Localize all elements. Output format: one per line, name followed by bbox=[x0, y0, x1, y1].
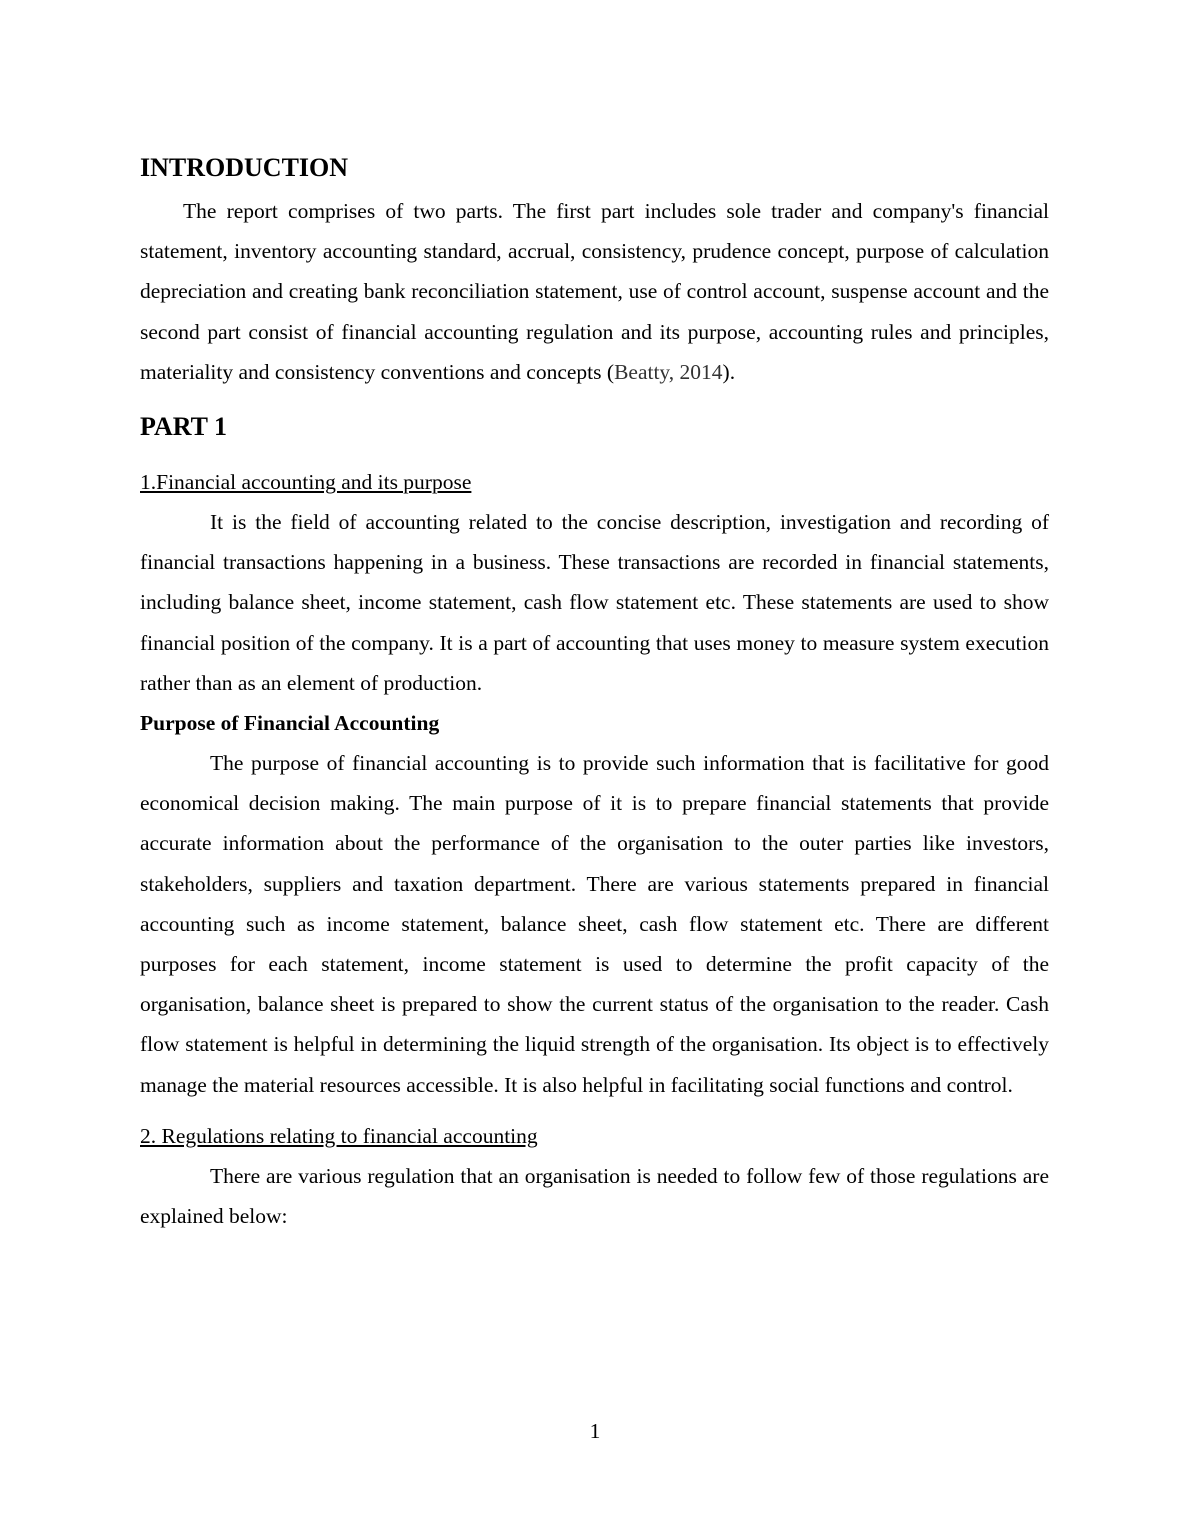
section2-paragraph: There are various regulation that an organisation is needed to follow few of those regulations are explained below: bbox=[140, 1163, 1049, 1229]
introduction-text: The report comprises of two parts. The first part includes sole trader and company's financial statement, inventory accounting standard, accrual, consistency, prudence concept, purpose of calculation depreciation and creating bank reconciliation statement, use of control account, suspense account and the second part consist of financial accounting regulation and its purpose, accounting rules and principles, materiality and consistency conventions and concepts ( bbox=[140, 199, 1049, 384]
purpose-heading: Purpose of Financial Accounting bbox=[140, 711, 440, 736]
introduction-text-end: ). bbox=[722, 359, 736, 384]
page-number: 1 bbox=[589, 1419, 601, 1443]
section1-title: 1.Financial accounting and its purpose bbox=[140, 470, 472, 495]
section1-paragraph: It is the field of accounting related to the concise description, investigation and recording of financial transactions happening in a business. These transactions are recorded in financial statements, including balance sheet, income statement, cash flow statement etc. These statements are used to show financial position of the company. It is a part of accounting that uses money to measure system execution rather than as an element of production. bbox=[140, 510, 1049, 695]
part1-heading: PART 1 bbox=[140, 412, 227, 442]
section2-title: 2. Regulations relating to financial accounting bbox=[140, 1123, 538, 1148]
introduction-paragraph bbox=[140, 191, 1049, 392]
introduction-citation: Beatty, 2014 bbox=[614, 359, 723, 384]
page-content bbox=[140, 148, 1049, 1236]
introduction-heading: INTRODUCTION bbox=[140, 153, 349, 182]
purpose-paragraph: The purpose of financial accounting is to provide such information that is facilitative for good economical decision making. The main purpose of it is to prepare financial statements that provide accurate information about the performance of the organisation to the outer parties like investors, stakeholders, suppliers and taxation department. There are various statements prepared in financial accounting such as income statement, balance sheet, cash flow statement etc. There are different purposes for each statement, income statement is used to determine the profit capacity of the organisation, balance sheet is prepared to show the current status of the organisation to the reader. Cash flow statement is helpful in determining the liquid strength of the organisation. Its object is to effectively manage the material resources accessible. It is also helpful in facilitating social functions and control. bbox=[140, 751, 1049, 1097]
